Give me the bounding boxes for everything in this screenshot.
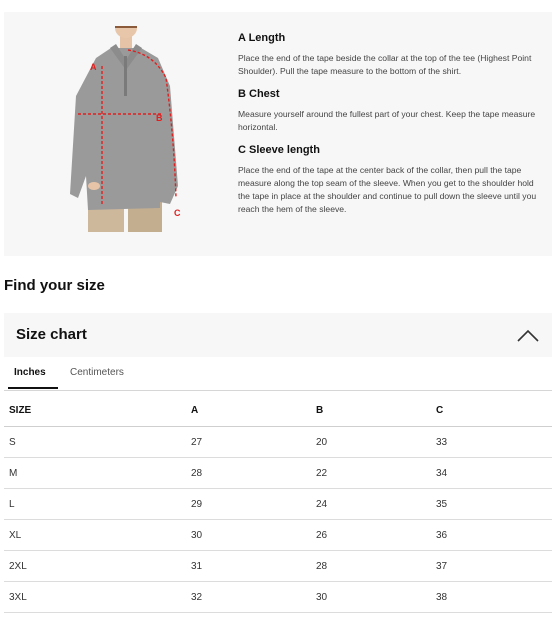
value-cell: 28	[311, 551, 431, 582]
value-cell: 35	[431, 489, 552, 520]
column-header: A	[186, 395, 311, 427]
value-cell: 33	[431, 427, 552, 458]
value-cell: 38	[431, 582, 552, 613]
column-header: SIZE	[4, 395, 186, 427]
table-row	[4, 551, 552, 582]
size-cell: 2XL	[4, 551, 186, 582]
value-cell: 26	[311, 520, 431, 551]
value-cell: 22	[311, 458, 431, 489]
label-a: A	[90, 62, 97, 72]
label-b: B	[156, 113, 163, 123]
table-row	[4, 458, 552, 489]
value-cell: 28	[186, 458, 311, 489]
size-cell: M	[4, 458, 186, 489]
size-chart-header[interactable]	[4, 313, 552, 357]
size-cell: 3XL	[4, 582, 186, 613]
size-cell: XL	[4, 520, 186, 551]
table-row	[4, 489, 552, 520]
size-cell: L	[4, 489, 186, 520]
value-cell: 30	[186, 520, 311, 551]
size-table	[4, 395, 552, 613]
value-cell: 30	[311, 582, 431, 613]
column-header: B	[311, 395, 431, 427]
size-chart-title: Size chart	[16, 326, 87, 343]
measurement-guide	[4, 12, 552, 256]
value-cell: 36	[431, 520, 552, 551]
value-cell: 37	[431, 551, 552, 582]
value-cell: 31	[186, 551, 311, 582]
value-cell: 29	[186, 489, 311, 520]
measure-a-text: Place the end of the tape beside the collar at the top of the tee (Highest Point Shoulder). Pull the tape measure to the bottom of the shirt.	[238, 53, 532, 76]
measure-b-text: Measure yourself around the fullest part of your chest. Keep the tape measure horizontal.	[238, 109, 536, 132]
model-photo	[66, 26, 186, 232]
find-your-size-heading: Find your size	[4, 277, 105, 294]
unit-tabs	[4, 362, 552, 391]
table-header-row	[4, 395, 552, 427]
measure-b-title: B Chest	[238, 88, 280, 100]
table-row	[4, 427, 552, 458]
label-c: C	[174, 208, 181, 218]
measure-instructions	[238, 32, 538, 226]
value-cell: 24	[311, 489, 431, 520]
measure-a-title: A Length	[238, 32, 286, 44]
tab-centimeters[interactable]: Centimeters	[70, 367, 124, 378]
table-row	[4, 582, 552, 613]
measure-c-text: Place the end of the tape at the center back of the collar, then pull the tape measure along the top seam of the sleeve. When you get to the shoulder hold the tape in place at the shoulder and continue to pull down the sleeve until you reach the hem of the sleeve.	[238, 165, 537, 214]
size-cell: S	[4, 427, 186, 458]
value-cell: 34	[431, 458, 552, 489]
value-cell: 20	[311, 427, 431, 458]
measure-c-title: C Sleeve length	[238, 144, 320, 156]
chevron-up-icon[interactable]	[516, 327, 540, 343]
table-row	[4, 520, 552, 551]
value-cell: 27	[186, 427, 311, 458]
active-tab-indicator	[8, 387, 58, 389]
value-cell: 32	[186, 582, 311, 613]
tab-inches[interactable]: Inches	[14, 367, 46, 378]
column-header: C	[431, 395, 552, 427]
